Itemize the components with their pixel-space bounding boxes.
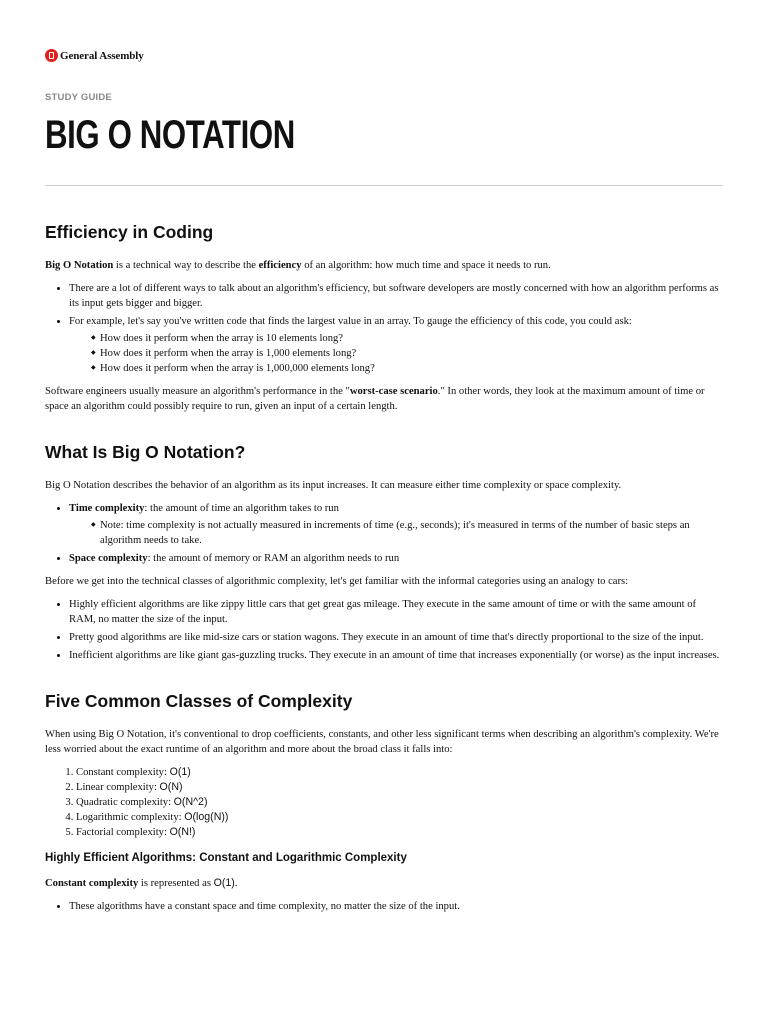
term: efficiency bbox=[258, 260, 302, 271]
list-item bbox=[76, 810, 723, 825]
term: Big O Notation bbox=[45, 260, 114, 271]
bullet-list bbox=[45, 501, 723, 566]
list-item bbox=[76, 795, 723, 810]
text: Constant complexity: bbox=[76, 767, 170, 778]
subsection-heading: Highly Efficient Algorithms: Constant and Logarithmic Complexity bbox=[45, 852, 407, 864]
list-item: • Inefficient algorithms are like giant gas-guzzling trucks. They execute in an amount of time that increases exponentially (or worse) as the input increases. bbox=[69, 648, 723, 663]
section-heading: What Is Big O Notation? bbox=[45, 442, 246, 462]
text: Linear complexity: bbox=[76, 782, 160, 793]
paragraph bbox=[45, 258, 723, 273]
text: : the amount of memory or RAM an algorithm needs to run bbox=[147, 553, 400, 564]
list-item bbox=[76, 765, 723, 780]
page-title: BIG O NOTATION bbox=[45, 113, 295, 157]
section-efficiency bbox=[45, 220, 723, 414]
study-guide-label: STUDY GUIDE bbox=[45, 92, 112, 103]
section-complexity-classes bbox=[45, 689, 723, 914]
list-item bbox=[69, 501, 723, 548]
notation: O(1) bbox=[213, 877, 235, 889]
notation: O(N!) bbox=[169, 826, 196, 838]
text: Quadratic complexity: bbox=[76, 797, 174, 808]
list-item bbox=[76, 780, 723, 795]
term: Constant complexity bbox=[45, 878, 139, 889]
section-what-is-big-o bbox=[45, 440, 723, 663]
text: . bbox=[234, 878, 238, 889]
section-heading: Efficiency in Coding bbox=[45, 222, 214, 242]
section-heading: Five Common Classes of Complexity bbox=[45, 691, 353, 711]
numbered-list bbox=[45, 765, 723, 840]
text: Logarithmic complexity: bbox=[76, 812, 185, 823]
list-item: • Pretty good algorithms are like mid-size cars or station wagons. They execute in an amount of time that's directly proportional to the size of the input. bbox=[69, 630, 723, 645]
term: worst-case scenario bbox=[349, 386, 438, 397]
sub-list-item: ◆ How does it perform when the array is 1,000,000 elements long? bbox=[91, 361, 723, 376]
bullet-list bbox=[45, 899, 723, 914]
main-content bbox=[45, 220, 723, 922]
brand-name: General Assembly bbox=[60, 49, 144, 62]
notation: O(log(N)) bbox=[184, 811, 229, 823]
sub-list-item: ◆ Note: time complexity is not actually measured in increments of time (e.g., seconds); it's measured in terms of the number of basic steps an algorithm needs to take. bbox=[91, 518, 723, 548]
list-item: • These algorithms have a constant space and time complexity, no matter the size of the input. bbox=[69, 899, 723, 914]
sub-list-item: ◆ How does it perform when the array is 10 elements long? bbox=[91, 331, 723, 346]
list-item bbox=[76, 825, 723, 840]
list-item: • Highly efficient algorithms are like zippy little cars that get great gas mileage. They execute in the same amount of time or with the same amount of RAM, no matter the size of the input. bbox=[69, 597, 723, 627]
bullet-list bbox=[45, 281, 723, 376]
text: ." In other words, they look at the maximum amount of time or space an algorithm could possibly require to run, given an input of a certain length. bbox=[45, 386, 705, 412]
paragraph: Big O Notation describes the behavior of an algorithm as its input increases. It can measure either time complexity or space complexity. bbox=[45, 480, 622, 491]
text: is a technical way to describe the bbox=[113, 260, 259, 271]
text: is represented as bbox=[138, 878, 214, 889]
term: Time complexity bbox=[69, 503, 145, 514]
header-divider bbox=[45, 185, 723, 186]
sub-list-item: ◆ How does it perform when the array is 1,000 elements long? bbox=[91, 346, 723, 361]
paragraph bbox=[45, 876, 723, 891]
text: Software engineers usually measure an algorithm's performance in the " bbox=[45, 386, 350, 397]
text: For example, let's say you've written code that finds the largest value in an array. To gauge the efficiency of this code, you could ask: bbox=[69, 316, 632, 327]
term: Space complexity bbox=[69, 553, 148, 564]
list-item bbox=[69, 314, 723, 376]
notation: O(N) bbox=[159, 781, 183, 793]
text: of an algorithm: how much time and space it needs to run. bbox=[301, 260, 551, 271]
text: Factorial complexity: bbox=[76, 827, 170, 838]
notation: O(N^2) bbox=[173, 796, 208, 808]
sub-bullet-list bbox=[69, 518, 723, 548]
paragraph bbox=[45, 384, 723, 414]
list-item bbox=[69, 551, 723, 566]
sub-bullet-list bbox=[69, 331, 723, 376]
list-item: • There are a lot of different ways to talk about an algorithm's efficiency, but software developers are mostly concerned with how an algorithm performs as its input gets bigger and bigger. bbox=[69, 281, 723, 311]
notation: O(1) bbox=[169, 766, 191, 778]
general-assembly-logo-icon bbox=[45, 49, 58, 62]
text: : the amount of time an algorithm takes to run bbox=[144, 503, 339, 514]
paragraph: When using Big O Notation, it's conventional to drop coefficients, constants, and other less significant terms when describing an algorithm's complexity. We're less worried about the exact runtime of an algorithm and more about the broad class it falls into: bbox=[45, 729, 719, 755]
bullet-list bbox=[45, 597, 723, 663]
paragraph: Before we get into the technical classes of algorithmic complexity, let's get familiar with the informal categories using an analogy to cars: bbox=[45, 576, 629, 587]
brand[interactable] bbox=[45, 49, 144, 62]
